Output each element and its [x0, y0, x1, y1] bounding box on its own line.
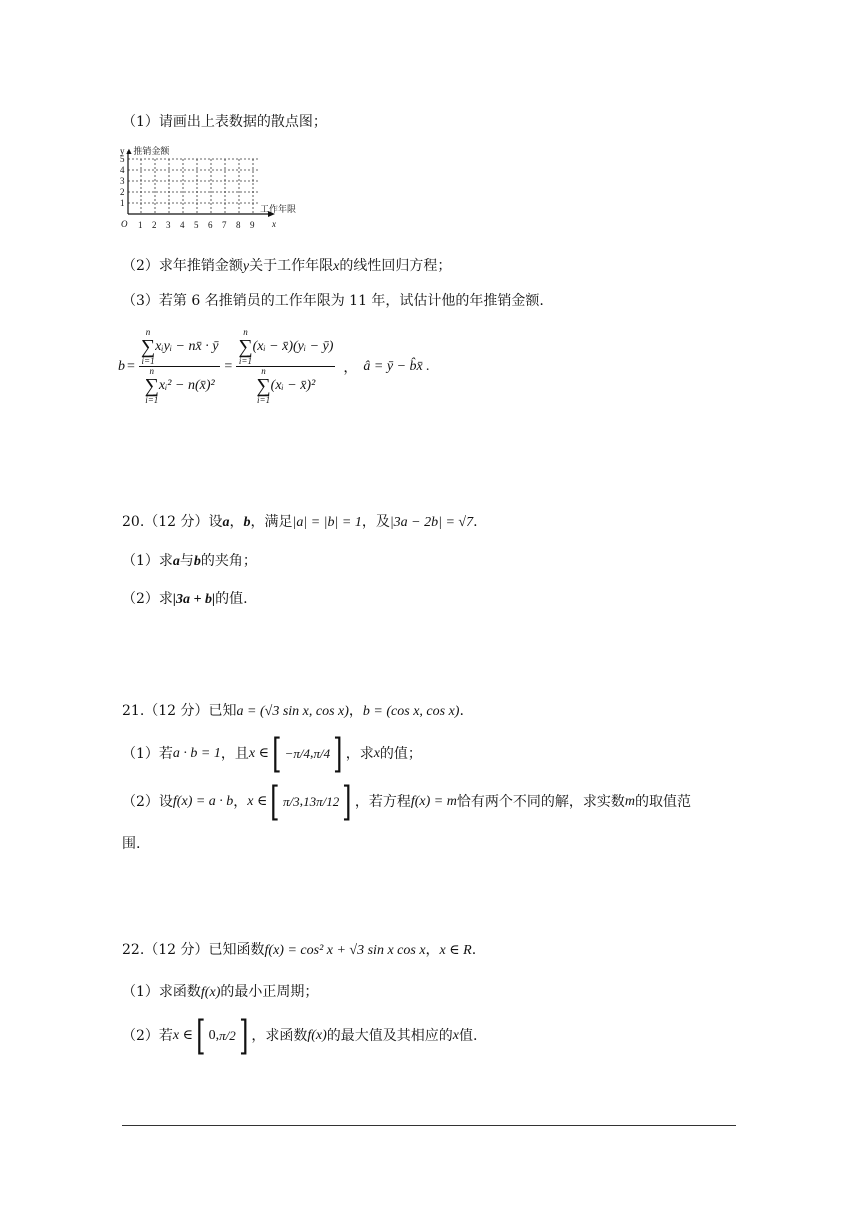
- sum-4-sigma: ∑: [256, 375, 271, 397]
- q21-p2-var-m: m: [624, 794, 635, 809]
- q20-part2: [122, 589, 248, 610]
- q22-p2-x: x ∈: [172, 1028, 193, 1043]
- sum-3-sigma: ∑: [238, 336, 253, 358]
- q19-var-y: y: [242, 259, 250, 274]
- q21-p1-rbracket: ]: [333, 731, 343, 777]
- frac1-denominator-text: xᵢ² − n(x̄)²: [158, 378, 215, 393]
- q20-p1-c: 的夹角；: [200, 553, 257, 569]
- q21-p2-sep: ，: [233, 794, 248, 810]
- q22-p2-f: f(x): [307, 1028, 327, 1043]
- q21-p2-c: 恰有两个不同的解，求实数: [456, 794, 625, 810]
- x-tick-7: 7: [222, 220, 227, 230]
- y-tick-4: 4: [120, 165, 125, 175]
- q22-part2: （2）若 x ∈ [ 0 , π/2 ] ，求函数 f(x) 的最大值及其相应的 x 值.: [122, 1013, 478, 1059]
- q19-part2-text-c: 的线性回归方程；: [339, 258, 452, 274]
- x-tick-3: 3: [166, 220, 171, 230]
- sum-1-sigma: ∑: [140, 336, 156, 358]
- q21-p1-int-left: −π/4: [284, 746, 310, 761]
- q22-end: .: [471, 942, 477, 958]
- q22-part1: [122, 982, 318, 1003]
- sum-3: [238, 328, 252, 366]
- q20-vec-b: b: [243, 515, 251, 530]
- sum-2: [145, 367, 159, 405]
- q21-p2-b: ，若方程: [354, 794, 411, 810]
- x-tick-5: 5: [194, 220, 199, 230]
- q22-p2-c: 的最大值及其相应的: [326, 1028, 453, 1044]
- q22-head: 22.（12 分）已知函数: [122, 942, 265, 958]
- q21-p2-lbracket: [: [270, 779, 280, 825]
- page-bottom-rule: [122, 1125, 736, 1126]
- q21-p1-a: （1）若: [122, 746, 173, 762]
- x-tick-4: 4: [180, 220, 185, 230]
- q22-stem: [122, 940, 476, 961]
- q22-f-def: f(x) = cos² x + √3 sin x cos x: [264, 943, 426, 958]
- sum-2-bottom: i=1: [145, 395, 159, 405]
- q20-comma: ，: [229, 514, 244, 530]
- q20-stem: [122, 512, 478, 533]
- q21-b-def: b = (cos x, cos x): [362, 704, 460, 719]
- formula-sep: ，: [343, 360, 358, 376]
- q20-mid: ，满足: [250, 514, 293, 530]
- q22-p2-int-left: 0: [208, 1028, 216, 1043]
- q21-p1-int-right: π/4: [313, 746, 331, 761]
- q22-p2-lbracket: [: [196, 1013, 206, 1059]
- q19-part3: （3）若第 6 名推销员的工作年限为 11 年，试估计他的年推销金额.: [122, 293, 544, 309]
- q19-part2-text-b: 关于工作年限: [249, 258, 334, 274]
- regression-formula: [118, 328, 430, 405]
- q21-p1-lbracket: [: [272, 731, 282, 777]
- q20-end: .: [473, 514, 478, 530]
- q21-p2-eq: f(x) = m: [410, 794, 457, 809]
- x-axis-label: 工作年限: [260, 204, 297, 214]
- frac2-numerator: [236, 328, 335, 367]
- sum-4-top: n: [261, 366, 266, 376]
- formula-fraction-1: [139, 328, 221, 405]
- y-axis-label: y▲推销金额: [120, 146, 170, 156]
- q21-p1-b: ，且: [220, 746, 249, 762]
- formula-eq-2: =: [224, 358, 233, 374]
- q21-p1-cond: a · b = 1: [172, 746, 221, 761]
- q20-p2-expr: |3a + b|: [172, 592, 216, 607]
- q20-cond1: |a| = |b| = 1: [292, 515, 362, 530]
- q20-head: 20.（12 分）设: [122, 514, 223, 530]
- frac2-numerator-text: (xᵢ − x̄)(yᵢ − ȳ): [252, 339, 334, 354]
- formula-fraction-2: [236, 328, 335, 405]
- x-tick-9: 9: [250, 220, 255, 230]
- q20-p2-b: 的值.: [215, 591, 248, 607]
- q21-p2-d: 的取值范: [634, 794, 691, 810]
- q19-part2: [122, 256, 451, 277]
- origin-label: O: [121, 219, 128, 229]
- q21-p2-int-left: π/3: [282, 794, 300, 809]
- q19-part1: （1）请画出上表数据的散点图；: [122, 114, 327, 130]
- q20-p1-a: （1）求: [122, 553, 173, 569]
- q21-part2-wrap: 围.: [122, 836, 141, 852]
- q19-part2-text-a: （2）求年推销金额: [122, 258, 243, 274]
- q20-part1: [122, 551, 257, 572]
- q22-p2-b: ，求函数: [251, 1028, 308, 1044]
- formula-eq-1: =: [127, 358, 135, 374]
- q21-p2-rbracket: ]: [342, 779, 352, 825]
- q22-p1-f: f(x): [200, 985, 221, 1000]
- q21-p2-int-right: 13π/12: [303, 794, 340, 809]
- sum-3-bottom: i=1: [238, 356, 252, 366]
- frac1-denominator: [143, 367, 217, 405]
- sum-1-top: n: [145, 327, 151, 337]
- q22-p2-d: 值.: [459, 1028, 478, 1044]
- q20-and: ，及: [361, 514, 390, 530]
- sum-4: [256, 367, 270, 405]
- q21-p2-a: （2）设: [122, 794, 173, 810]
- q20-p1-vec-a: a: [172, 554, 180, 569]
- q21-stem: [122, 701, 464, 722]
- y-tick-2: 2: [120, 187, 125, 197]
- q20-cond2: |3a − 2b| = √7: [389, 515, 474, 530]
- q21-p1-x: x ∈: [248, 746, 269, 761]
- q21-head: 21.（12 分）已知: [122, 703, 237, 719]
- x-tick-6: 6: [208, 220, 213, 230]
- q20-vec-a: a: [222, 515, 230, 530]
- q21-p1-c: ，求: [345, 746, 374, 762]
- q21-p1-var-x: x: [373, 746, 380, 761]
- frac1-numerator: [139, 328, 221, 367]
- sum-3-top: n: [243, 327, 248, 337]
- q20-p2-a: （2）求: [122, 591, 173, 607]
- q20-p1-vec-b: b: [193, 554, 201, 569]
- q21-end: .: [459, 703, 464, 719]
- q20-p1-b: 与: [179, 553, 194, 569]
- x-tick-8: 8: [236, 220, 241, 230]
- q21-part2: （2）设 f(x) = a · b ， x ∈ [ π/3 , 13π/12 ] ，若方程 f(x) = m 恰有两个不同的解，求实数 m 的取值范: [122, 779, 691, 825]
- q21-p2-x: x ∈: [247, 794, 268, 809]
- x-var-label: x: [272, 219, 276, 229]
- x-tick-2: 2: [152, 220, 157, 230]
- q22-p2-rbracket: ]: [238, 1013, 249, 1059]
- formula-a-hat: â = ȳ − b̂x̄ .: [363, 358, 430, 374]
- q22-p2-var-x: x: [452, 1028, 459, 1043]
- q21-sep: ，: [348, 703, 363, 719]
- q22-p1-b: 的最小正周期；: [220, 984, 319, 1000]
- q21-part1: （1）若 a · b = 1 ，且 x ∈ [ −π/4 , π/4 ] ，求 x 的值；: [122, 731, 422, 777]
- frac1-numerator-text: xᵢyᵢ − nx̄ · ȳ: [155, 339, 219, 354]
- q22-domain: x ∈ R: [439, 943, 472, 958]
- scatter-grid-figure: [118, 145, 318, 235]
- q22-sep: ，: [425, 942, 440, 958]
- sum-1: [141, 328, 155, 366]
- formula-b: b: [118, 358, 125, 374]
- q21-p1-e: 的值；: [379, 746, 422, 762]
- sum-2-top: n: [149, 366, 154, 376]
- q22-p2-int-right: π/2: [219, 1028, 236, 1043]
- y-tick-5: 5: [120, 154, 125, 164]
- y-tick-3: 3: [120, 176, 125, 186]
- grid-lines: [128, 159, 258, 214]
- q22-p2-a: （2）若: [122, 1028, 173, 1044]
- sum-2-sigma: ∑: [144, 375, 159, 397]
- q19-var-x: x: [333, 259, 340, 274]
- q21-a-def: a = (√3 sin x, cos x): [236, 704, 349, 719]
- q21-p2-f: f(x) = a · b: [172, 794, 234, 809]
- sum-4-bottom: i=1: [257, 395, 271, 405]
- q22-p1-a: （1）求函数: [122, 984, 201, 1000]
- frac2-denominator-text: (xᵢ − x̄)²: [270, 378, 316, 393]
- x-tick-1: 1: [138, 220, 143, 230]
- y-tick-1: 1: [120, 198, 125, 208]
- frac2-denominator: [254, 367, 317, 405]
- sum-1-bottom: i=1: [141, 356, 155, 366]
